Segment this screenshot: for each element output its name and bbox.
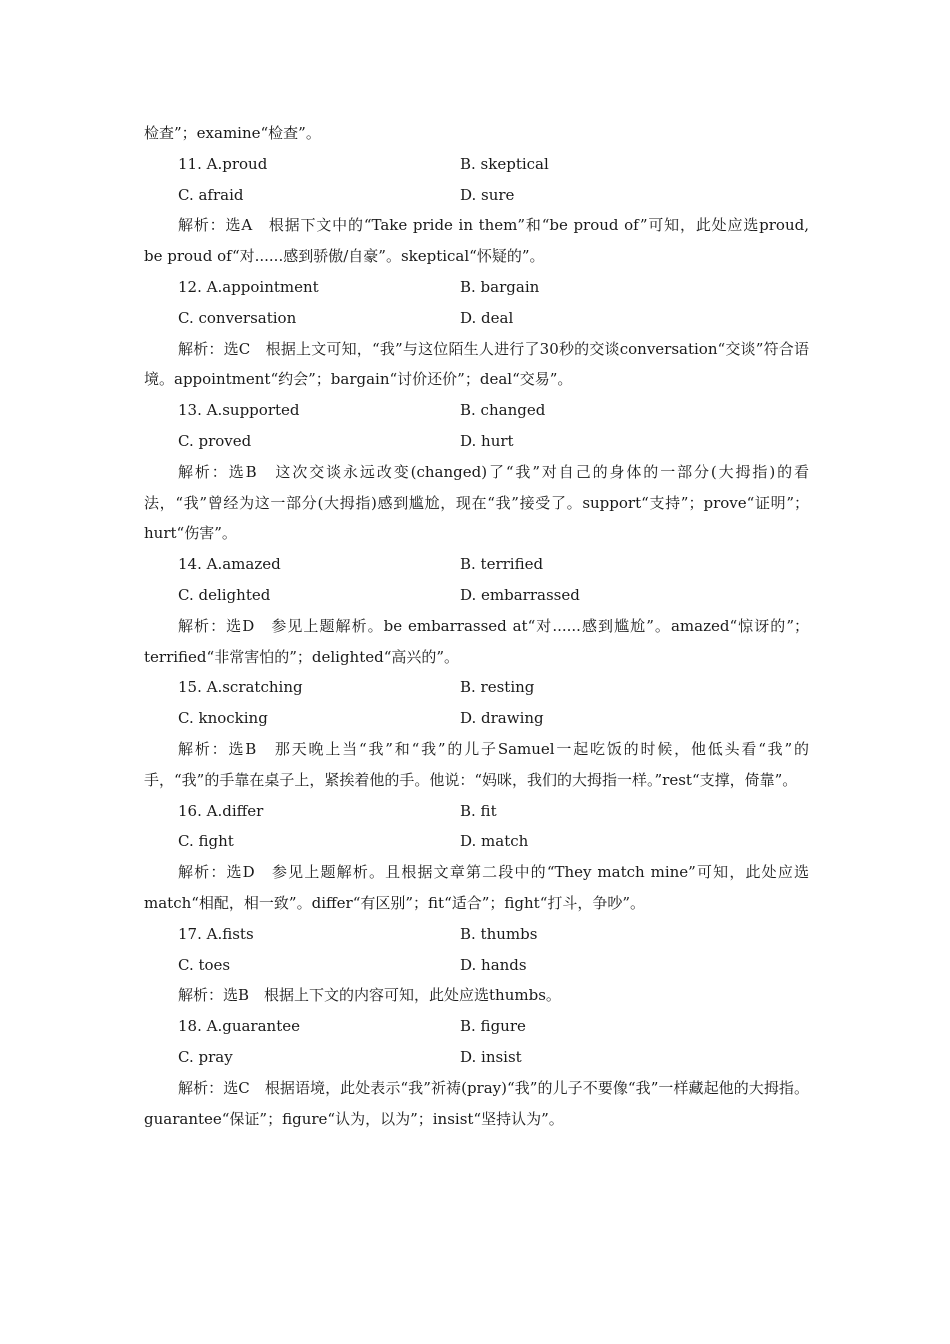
option-d: D. drawing [460,709,544,728]
analysis-text: 解析：选A 根据下文中的“Take pride in them”和“be proud of”可知，此处应选proud, be proud of“对......感到骄傲/自豪”。skeptical“怀疑的”。 [144,216,809,266]
analysis-text: 解析：选C 根据上文可知，“我”与这位陌生人进行了30秒的交谈conversation“交谈”符合语境。appointment“约会”；bargain“讨价还价”；deal“交易”。 [144,339,809,389]
lead-line: 检查”；examine“检查”。 [144,124,321,142]
option-a: 11. A.proud [178,154,268,173]
analysis-text: 解析：选C 根据语境，此处表示“我”祈祷(pray)“我”的儿子不要像“我”一样藏起他的大拇指。guarantee“保证”；figure“认为，以为”；insist“坚持认为”。 [144,1078,809,1128]
option-c: C. delighted [178,585,271,604]
question-13 [144,395,809,549]
option-d: D. insist [460,1047,522,1066]
options-row [144,950,809,981]
option-a: 15. A.scratching [178,678,303,697]
option-b: B. terrified [460,555,544,574]
options-row [144,580,809,611]
option-c: C. proved [178,431,252,450]
option-b: B. thumbs [460,924,538,943]
analysis-text: 解析：选B 这次交谈永远改变(changed)了“我”对自己的身体的一部分(大拇指)的看法，“我”曾经为这一部分(大拇指)感到尴尬，现在“我”接受了。support“支持”；prove“证明”；hurt“伤害”。 [144,462,809,543]
options-row [144,395,809,426]
question-12 [144,272,809,395]
option-c: C. toes [178,955,231,974]
options-row [144,1011,809,1042]
analysis-text: 解析：选D 参见上题解析。be embarrassed at“对......感到尴尬”。amazed“惊讶的”；terrified“非常害怕的”；delighted“高兴的”。 [144,616,809,666]
question-15 [144,672,809,795]
options-row [144,426,809,457]
options-row [144,703,809,734]
option-d: D. match [460,832,529,851]
analysis-text: 解析：选D 参见上题解析。且根据文章第二段中的“They match mine”可知，此处应选match“相配，相一致”。differ“有区别”；fit“适合”；fight“打斗，争吵”。 [144,863,809,912]
option-c: C. fight [178,832,234,851]
analysis-text: 解析：选B 那天晚上当“我”和“我”的儿子Samuel一起吃饭的时候，他低头看“我”的手，“我”的手靠在桌子上，紧挨着他的手。他说：“妈咪，我们的大拇指一样。”rest“支撑，倚靠”。 [144,739,809,789]
options-row [144,826,809,857]
options-row [144,672,809,703]
question-16 [144,796,809,919]
options-row [144,549,809,580]
option-b: B. fit [460,801,497,820]
option-d: D. sure [460,185,515,204]
option-b: B. bargain [460,277,540,296]
options-row [144,272,809,303]
option-d: D. embarrassed [460,585,580,604]
option-c: C. knocking [178,709,268,728]
option-a: 16. A.differ [178,801,264,820]
option-d: D. hurt [460,431,514,450]
option-a: 17. A.fists [178,924,254,943]
option-b: B. figure [460,1017,526,1036]
options-row [144,919,809,950]
options-row [144,180,809,211]
option-a: 13. A.supported [178,401,300,420]
option-a: 14. A.amazed [178,555,281,574]
option-d: D. hands [460,955,527,974]
question-14 [144,549,809,672]
options-row [144,303,809,334]
option-d: D. deal [460,308,514,327]
question-18 [144,1011,809,1134]
question-17 [144,919,809,1011]
option-c: C. conversation [178,308,297,327]
option-c: C. afraid [178,185,244,204]
options-row [144,1042,809,1073]
option-a: 18. A.guarantee [178,1017,300,1036]
options-row [144,149,809,180]
document-page [144,118,809,1134]
option-b: B. skeptical [460,154,549,173]
option-b: B. changed [460,401,546,420]
options-row [144,796,809,827]
option-b: B. resting [460,678,535,697]
analysis-text: 解析：选B 根据上下文的内容可知，此处应选thumbs。 [178,986,561,1005]
option-a: 12. A.appointment [178,277,319,296]
question-11 [144,149,809,272]
option-c: C. pray [178,1047,233,1066]
